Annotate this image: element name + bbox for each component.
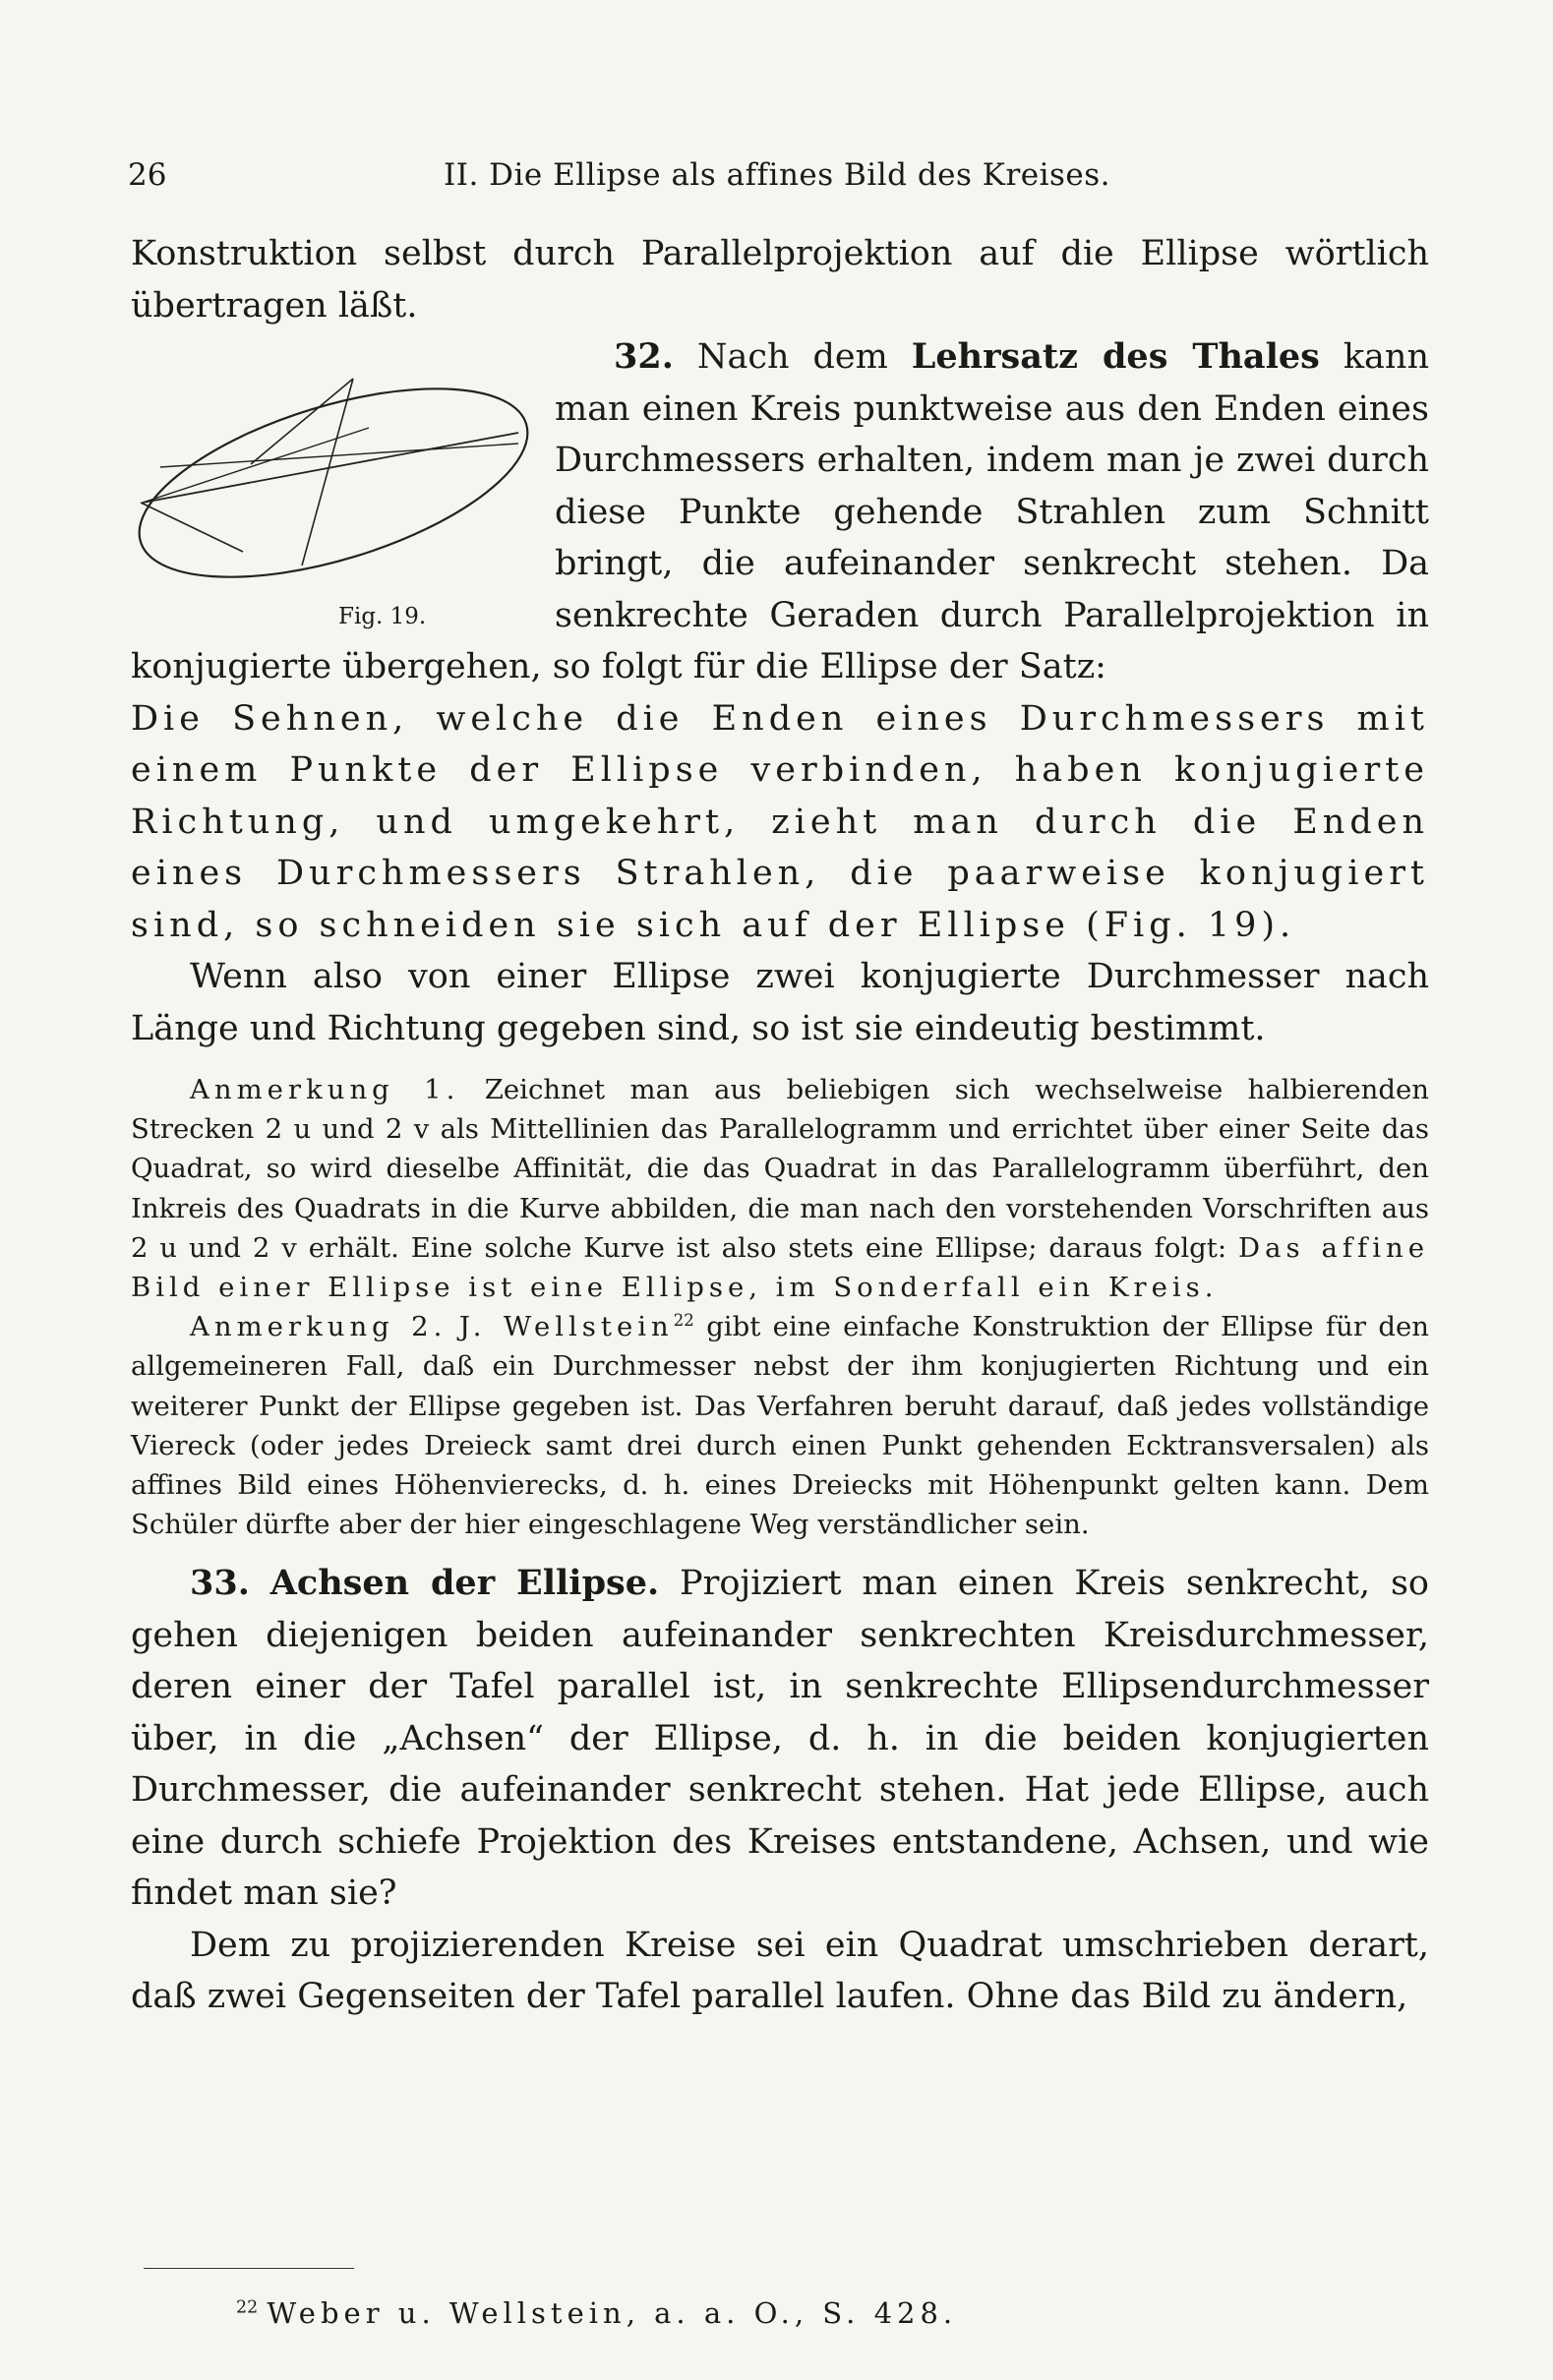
paragraph-continuation: Konstruktion selbst durch Parallelprojektion auf die Ellipse wörtlich übertragen läßt. [131,234,1429,326]
chord-line-1 [251,379,353,464]
running-title: II. Die Ellipse als affines Bild des Kreises. [443,157,1111,193]
remark-2-text: gibt eine einfache Konstruktion der Ellipse für den allgemeineren Fall, daß ein Durchmesser nebst der ihm konjugierten Richtung und ein weiterer Punkt der Ellipse gegeben ist. Das Verfahren beruht darauf, daß jedes vollständige Viereck (oder jedes Dreieck samt drei durch einen Punkt gehenden Ecktransversalen) als affines Bild eines Höhenvierecks, d. h. eines Dreiecks mit Höhenpunkt gelten kann. Dem Schüler dürfte aber der hier eingeschlagene Weg verständlicher sein. [131,1311,1429,1541]
remark-1-label: Anmerkung 1. [190,1074,460,1105]
paragraph-32 [131,331,1429,693]
ellipse-outline [127,350,535,615]
ellipse-diagram [127,337,535,632]
footnote-text: Weber u. Wellstein, a. a. O., S. 428. [267,2296,958,2330]
chord-line-3 [160,444,518,467]
section-33-title: Achsen der Ellipse. [269,1563,660,1604]
figure-label: Fig. 19. [338,604,427,629]
figure-19 [127,337,535,637]
section-33-text-1: Projiziert man einen Kreis senkrecht, so gehen diejenigen beiden aufeinander senkrechten Kreisdurchmesser, deren einer der Tafel parallel ist, in senkrechte Ellipsendurchmesser über, in die „Achsen“ der Ellipse, d. h. in die beiden konjugierten Durchmesser, die aufeinander senkrecht stehen. Hat jede Ellipse, auch eine durch schiefe Projektion des Kreises entstandene, Achsen, und wie findet man sie? [131,1564,1429,1914]
footnote [236,2296,957,2330]
section-number-33: 33. [190,1563,250,1604]
remark-1-conclusion: Das affine Bild einer Ellipse ist eine Ellipse, im Sonderfall ein Kreis. [131,1231,1429,1304]
page-number: 26 [128,157,167,193]
remark-1-text: Zeichnet man aus beliebigen sich wechselweise halbierenden Strecken 2 u und 2 v als Mittellinien das Parallelogramm und errichtet über einer Seite das Quadrat, so wird dieselbe Affinität, die das Quadrat in das Parallelogramm überführt, den Inkreis des Quadrats in die Kurve abbilden, die man nach den vorstehenden Vorschriften aus 2 u und 2 v erhält. Eine solche Kurve ist also stets eine Ellipse; daraus folgt: [131,1074,1429,1264]
footnote-rule [144,2268,354,2269]
footnote-ref: 22 [673,1311,694,1331]
footnote-number: 22 [236,2297,259,2318]
remark-2 [131,1307,1429,1544]
section-33-paragraph-2: Dem zu projizierenden Kreise sei ein Quadrat umschrieben derart, daß zwei Gegenseiten der Tafel parallel laufen. Ohne das Bild zu ändern, [131,1925,1429,2017]
page-header [128,157,1426,197]
paragraph-wenn: Wenn also von einer Ellipse zwei konjugierte Durchmesser nach Länge und Richtung gegeben sind, so ist sie eindeutig bestimmt. [131,957,1429,1048]
paragraph-32-text: kann man einen Kreis punktweise aus den Enden eines Durchmessers erhalten, indem man je zwei durch diese Punkte gehende Strahlen zum Schnitt bringt, die aufeinander senkrecht stehen. Da senkrechte Geraden durch Parallelprojektion in konjugierte übergehen, so folgt für die Ellipse der Satz: [131,337,1429,686]
remarks [131,1070,1429,1544]
section-33 [131,1558,1429,2023]
paragraph-32-lead: Nach dem [696,337,888,377]
remark-2-label: Anmerkung 2. [190,1311,448,1343]
remark-1 [131,1070,1429,1307]
theorem-statement: Die Sehnen, welche die Enden eines Durchmessers mit einem Punkte der Ellipse verbinden, haben konjugierte Richtung, und umgekehrt, zieht man durch die Enden eines Durchmessers Strahlen, die paarweise konjugiert sind, so schneiden sie sich auf der Ellipse (Fig. 19). [131,698,1429,945]
remark-2-author: J. Wellstein [458,1311,674,1343]
chord-line-4 [143,428,369,503]
section-33-paragraph-1 [131,1558,1429,1920]
thales-theorem-term: Lehrsatz des Thales [911,336,1320,377]
diameter-line [143,433,518,503]
section-number-32: 32. [614,336,674,377]
page-body [131,228,1429,2023]
chord-line-2 [141,503,243,552]
